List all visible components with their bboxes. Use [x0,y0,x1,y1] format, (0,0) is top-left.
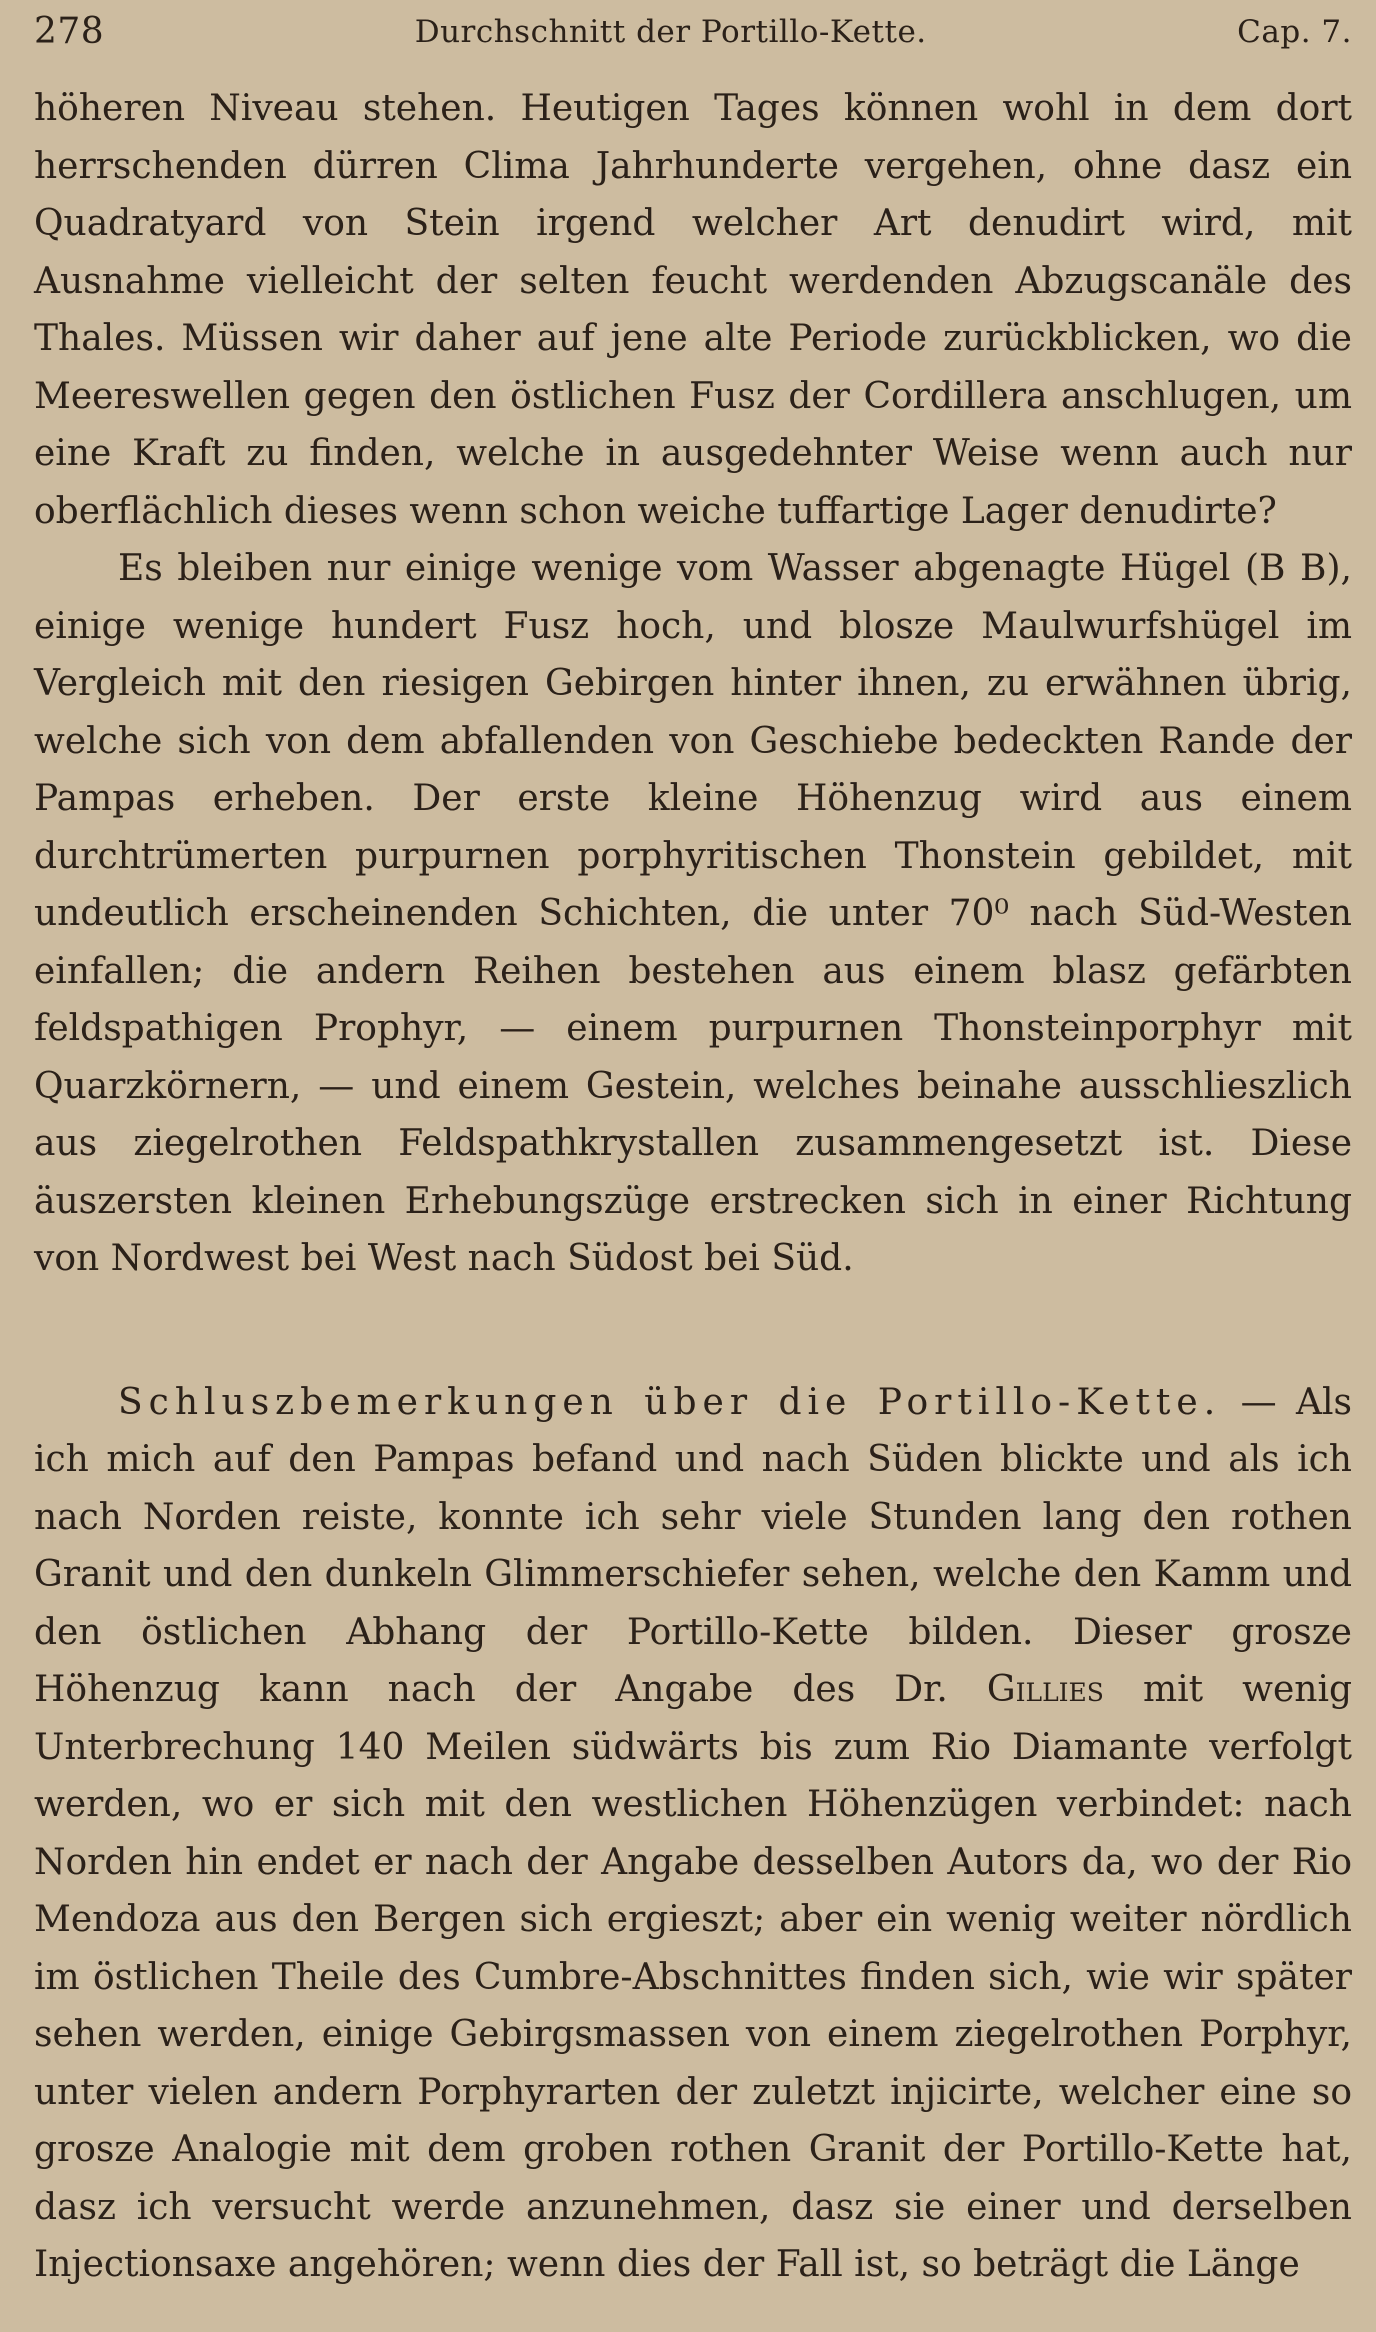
author-name: Gillies [986,1669,1104,1710]
paragraph-3 [34,1374,1352,2294]
section-heading: Schluszbemerkungen über die Portillo-Kette. [118,1381,1222,1423]
running-title: Durchschnitt der Portillo-Kette. [414,14,927,50]
chapter-label: Cap. 7. [1237,14,1352,50]
section-gap [34,1288,1352,1374]
paragraph-3-text-a: Als ich mich auf den Pampas befand und nach Süden blickte und als ich nach Norden reiste, konnte ich sehr viele Stunden lang den rothen Granit und den dunkeln Glimmerschiefer sehen, welche den Kamm und den östlichen Abhang der Portillo-Kette bilden. Dieser grosze Höhenzug kann nach der Angabe des Dr. [34,1381,1352,1710]
paragraph-3-text-b: mit wenig Unterbrechung 140 Meilen südwärts bis zum Rio Diamante verfolgt werden, wo er sich mit den westlichen Höhenzügen verbindet: nach Norden hin endet er nach der Angabe desselben Autors da, wo der Rio Mendoza aus den Bergen sich ergieszt; aber ein wenig weiter nördlich im östlichen Theile des Cumbre-Abschnittes finden sich, wie wir später sehen werden, einige Gebirgsmassen von einem ziegelrothen Porphyr, unter vielen andern Porphyrarten der zuletzt injicirte, welcher eine so grosze Analogie mit dem groben rothen Granit der Portillo-Kette hat, dasz ich versucht werde anzunehmen, dasz sie einer und derselben Injectionsaxe angehören; wenn dies der Fall ist, so beträgt die Länge [34,1669,1353,2285]
page-number: 278 [34,11,105,52]
em-dash: — [1240,1381,1277,1423]
running-header [34,0,1352,80]
body-text [34,80,1352,2294]
paragraph-2: Es bleiben nur einige wenige vom Wasser abgenagte Hügel (B B), einige wenige hundert Fusz hoch, und blosze Maulwurfshügel im Vergleich mit den riesigen Gebirgen hinter ihnen, zu erwähnen übrig, welche sich von dem abfallenden von Geschiebe bedeckten Rande der Pampas erheben. Der erste kleine Höhenzug wird aus einem durchtrümerten purpurnen porphyritischen Thonstein gebildet, mit undeutlich erscheinenden Schichten, die unter 70⁰ nach Süd-Westen einfallen; die andern Reihen bestehen aus einem blasz gefärbten feldspathigen Prophyr, — einem purpurnen Thonsteinporphyr mit Quarzkörnern, — und einem Gestein, welches beinahe ausschlieszlich aus ziegelrothen Feldspathkrystallen zusammengesetzt ist. Diese äuszersten kleinen Erhebungszüge erstrecken sich in einer Richtung von Nordwest bei West nach Südost bei Süd. [34,548,1352,1279]
paragraph-1: höheren Niveau stehen. Heutigen Tages können wohl in dem dort herrschenden dürren Clima Jahrhunderte vergehen, ohne dasz ein Quadratyard von Stein irgend welcher Art denudirt wird, mit Ausnahme vielleicht der selten feucht werdenden Abzugscanäle des Thales. Müssen wir daher auf jene alte Periode zurückblicken, wo die Meereswellen gegen den östlichen Fusz der Cordillera anschlugen, um eine Kraft zu finden, welche in ausgedehnter Weise wenn auch nur oberflächlich dieses wenn schon weiche tuffartige Lager denudirte? [34,88,1352,532]
